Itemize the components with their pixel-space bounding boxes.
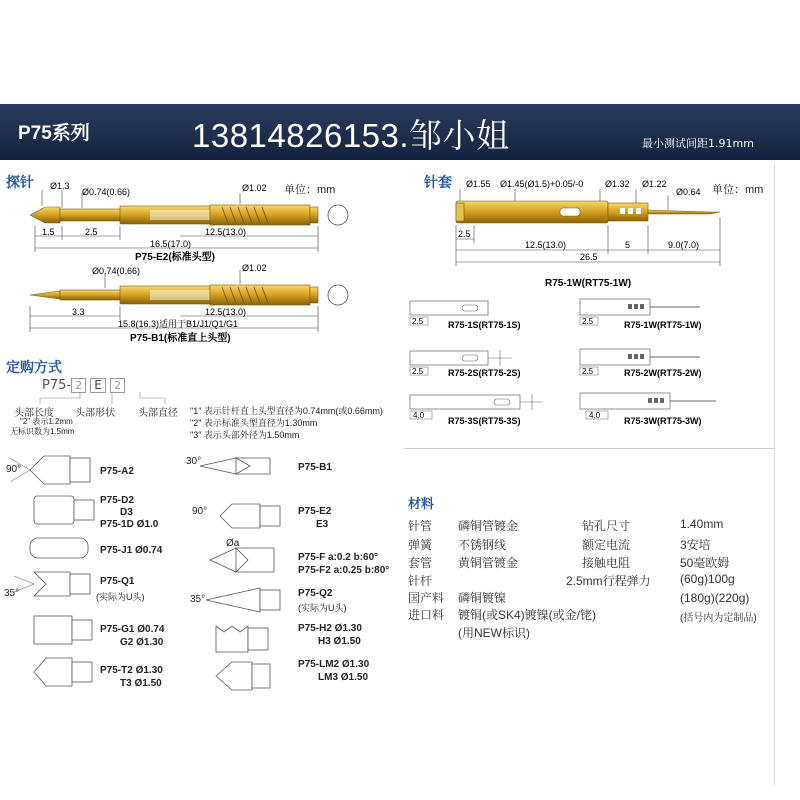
- mat-k1-2: 套管: [408, 556, 433, 570]
- e2-head-diameter: Ø1.02: [242, 183, 267, 193]
- tip-d2-label: P75-D2: [100, 495, 134, 506]
- tip-lm3-label: LM3 Ø1.50: [318, 672, 369, 683]
- variant-2s: [410, 350, 521, 378]
- tip-e2-label: P75-E2: [298, 506, 332, 517]
- variant-2w-dim: 2.5: [582, 367, 594, 376]
- materials-title: 材料: [408, 496, 435, 511]
- receptacle-unit: 单位：mm: [712, 184, 764, 196]
- variant-3w: [580, 393, 716, 426]
- tip-j1-label: P75-J1 Ø0.74: [100, 545, 163, 556]
- receptacle-name: R75-1W(RT75-1W): [545, 278, 632, 289]
- receptacle-main: [456, 201, 720, 223]
- probe-e2: [30, 205, 348, 225]
- cap-head-shape: 头部形状: [75, 408, 115, 419]
- probe-drawing: [0, 160, 400, 360]
- contact-phone: 13814826153.邹小姐: [192, 117, 510, 154]
- tip-b1-label: P75-B1: [298, 462, 332, 473]
- variant-2w-name: R75-2W(RT75-2W): [624, 368, 702, 378]
- tip-lm2-label: P75-LM2 Ø1.30: [298, 659, 370, 670]
- tip-f2-label: P75-F2 a:0.25 b:80°: [298, 565, 390, 576]
- tip-t3-label: T3 Ø1.50: [120, 678, 162, 689]
- receptacle-d2: Ø1.45(Ø1.5)+0.05/-0: [500, 179, 584, 189]
- variant-3w-dim: 4.0: [589, 411, 601, 420]
- mat-v1-2: 黄铜管镀金: [458, 556, 519, 570]
- tip-g2-label: G2 Ø1.30: [120, 637, 164, 648]
- variant-2s-name: R75-2S(RT75-2S): [448, 368, 521, 378]
- cap-head-length: 头部长度: [14, 408, 54, 419]
- cap-head-dia: 头部直径: [138, 408, 178, 419]
- tip-f-label: P75-F a:0.2 b:60°: [298, 552, 379, 563]
- variant-1s: [410, 301, 521, 330]
- variant-3s-dim: 4.0: [413, 411, 425, 420]
- variant-1w: [580, 299, 702, 330]
- materials-divider: [404, 448, 774, 449]
- receptacle-d4: Ø1.22: [642, 179, 667, 189]
- e2-neck-length: 2.5: [85, 227, 98, 237]
- probe-b1: [30, 285, 348, 305]
- mat-k2-3: 2.5mm行程弹力: [566, 574, 651, 588]
- e2-barrel-diameter: Ø0.74(0.66): [82, 187, 131, 197]
- variant-1w-name: R75-1W(RT75-1W): [624, 320, 702, 330]
- variant-3w-name: R75-3W(RT75-3W): [624, 416, 702, 426]
- mat-k2-2: 接触电阻: [582, 556, 631, 570]
- variant-3s-name: R75-3S(RT75-3S): [448, 416, 521, 426]
- mat-k1-0: 针管: [408, 519, 433, 533]
- tip-t2-label: P75-T2 Ø1.30: [100, 665, 163, 676]
- b1-body-length: 12.5(13.0): [205, 307, 247, 317]
- order-code-prefix: P75-: [42, 378, 72, 393]
- mat-v1-5: 镀铜(或SK4)镀镍(或金/铑): [458, 608, 597, 622]
- mat-k1-3: 针杆: [408, 574, 433, 588]
- tip-g1-label: P75-G1 Ø0.74: [100, 624, 165, 635]
- b1-head-diameter: Ø1.02: [242, 263, 267, 273]
- mat-k1-1: 弹簧: [408, 538, 433, 552]
- variant-2w: [580, 349, 702, 378]
- b1-barrel-diameter: Ø0.74(0.66): [92, 266, 141, 276]
- receptacle-d1: Ø1.55: [466, 179, 491, 189]
- tip-h3-label: H3 Ø1.50: [318, 636, 361, 647]
- variant-1w-dim: 2.5: [582, 317, 594, 326]
- tip-b1-angle: 30°: [186, 456, 202, 467]
- mat-v2-1: 3安培: [680, 538, 711, 552]
- order-section-title: 定购方式: [6, 359, 62, 375]
- order-code-a: 2: [71, 378, 86, 393]
- tip-e2-angle: 90°: [192, 506, 208, 517]
- receptacle-len-b: 12.5(13.0): [525, 240, 567, 250]
- b1-tip-length: 3.3: [72, 307, 85, 317]
- receptacle-len-total: 26.5: [580, 252, 598, 262]
- tip-1d-label: P75-1D Ø1.0: [100, 519, 159, 530]
- receptacle-d3: Ø1.32: [605, 179, 630, 189]
- mat-k2-1: 额定电流: [582, 538, 631, 552]
- receptacle-len-a: 2.5: [458, 229, 471, 239]
- right-border: [774, 165, 775, 785]
- mat-v1-4: 磷铜镀镍: [458, 591, 507, 605]
- variant-3s: [410, 394, 542, 426]
- mat-v1-1: 不锈钢线: [458, 538, 507, 552]
- tip-h2-label: P75-H2 Ø1.30: [298, 623, 362, 634]
- mat-v2-5: (括号内为定制品): [680, 613, 757, 624]
- e2-total-length: 16.5(17.0): [150, 239, 192, 249]
- receptacle-section-title: 针套: [424, 174, 452, 190]
- receptacle-len-c: 5: [625, 240, 631, 250]
- mat-k2-0: 钻孔尺寸: [582, 519, 631, 533]
- tip-q2-angle: 35°: [190, 594, 206, 605]
- receptacle-len-d: 9.0(7.0): [668, 240, 700, 250]
- tip-q1-label: P75-Q1: [100, 576, 135, 587]
- tips-left-drawings: [0, 440, 200, 700]
- tip-d3-label: D3: [120, 507, 133, 518]
- b1-total-length: 15.8(16.3)适用于B1/J1/Q1/G1: [118, 319, 239, 329]
- mat-v1-6: (用NEW标识): [458, 626, 530, 640]
- probe-section-title: 探针: [6, 174, 34, 190]
- tip-q2-note: (实际为U头): [298, 603, 347, 613]
- len-note-1: "2" 表示1.2mm: [20, 417, 73, 426]
- variant-1s-name: R75-1S(RT75-1S): [448, 320, 521, 330]
- mat-v2-0: 1.40mm: [680, 517, 724, 531]
- receptacle-drawing: [400, 165, 774, 445]
- tip-q1-angle: 35°: [4, 588, 20, 599]
- tip-a2-label: P75-A2: [100, 466, 134, 477]
- mat-k1-5: 进口料: [408, 608, 445, 622]
- mat-v2-4: (180g)(220g): [680, 591, 750, 605]
- order-code-c: 2: [110, 378, 125, 393]
- len-note-2: 无标识数为1.5mm: [10, 427, 75, 436]
- e2-tip-diameter: Ø1.3: [50, 181, 70, 191]
- tip-f-angle: Øa: [226, 538, 240, 549]
- e2-body-length: 12.5(13.0): [205, 227, 247, 237]
- tip-q2-label: P75-Q2: [298, 588, 333, 599]
- tip-q1-note: (实际为U头): [96, 592, 145, 602]
- mat-v2-3: (60g)100g: [680, 572, 735, 586]
- receptacle-d5: Ø0.64: [676, 187, 701, 197]
- dia-note-3: "3" 表示头部外径为1.50mm: [190, 430, 300, 440]
- probe-unit: 单位：mm: [284, 184, 336, 196]
- mat-v1-0: 磷铜管镀金: [458, 519, 519, 533]
- mat-v2-2: 50毫欧姆: [680, 556, 730, 570]
- variant-2s-dim: 2.5: [412, 367, 424, 376]
- order-code-leaders: [0, 388, 200, 408]
- order-code-b: E: [90, 378, 106, 393]
- b1-name: P75-B1(标准直上头型): [130, 333, 231, 344]
- dia-note-1: "1" 表示针杆直上头型直径为0.74mm(或0.66mm): [190, 406, 383, 416]
- mat-k1-4: 国产料: [408, 591, 445, 605]
- dia-note-2: "2" 表示标准头型直径为1.30mm: [190, 418, 318, 428]
- e2-name: P75-E2(标准头型): [135, 252, 216, 263]
- min-pitch-label: 最小测试间距1.91mm: [642, 137, 754, 150]
- e2-tip-length: 1.5: [42, 227, 55, 237]
- series-title: P75系列: [18, 123, 90, 144]
- tip-a2-angle: 90°: [6, 464, 22, 475]
- tip-e3-label: E3: [316, 519, 329, 530]
- variant-1s-dim: 2.5: [412, 317, 424, 326]
